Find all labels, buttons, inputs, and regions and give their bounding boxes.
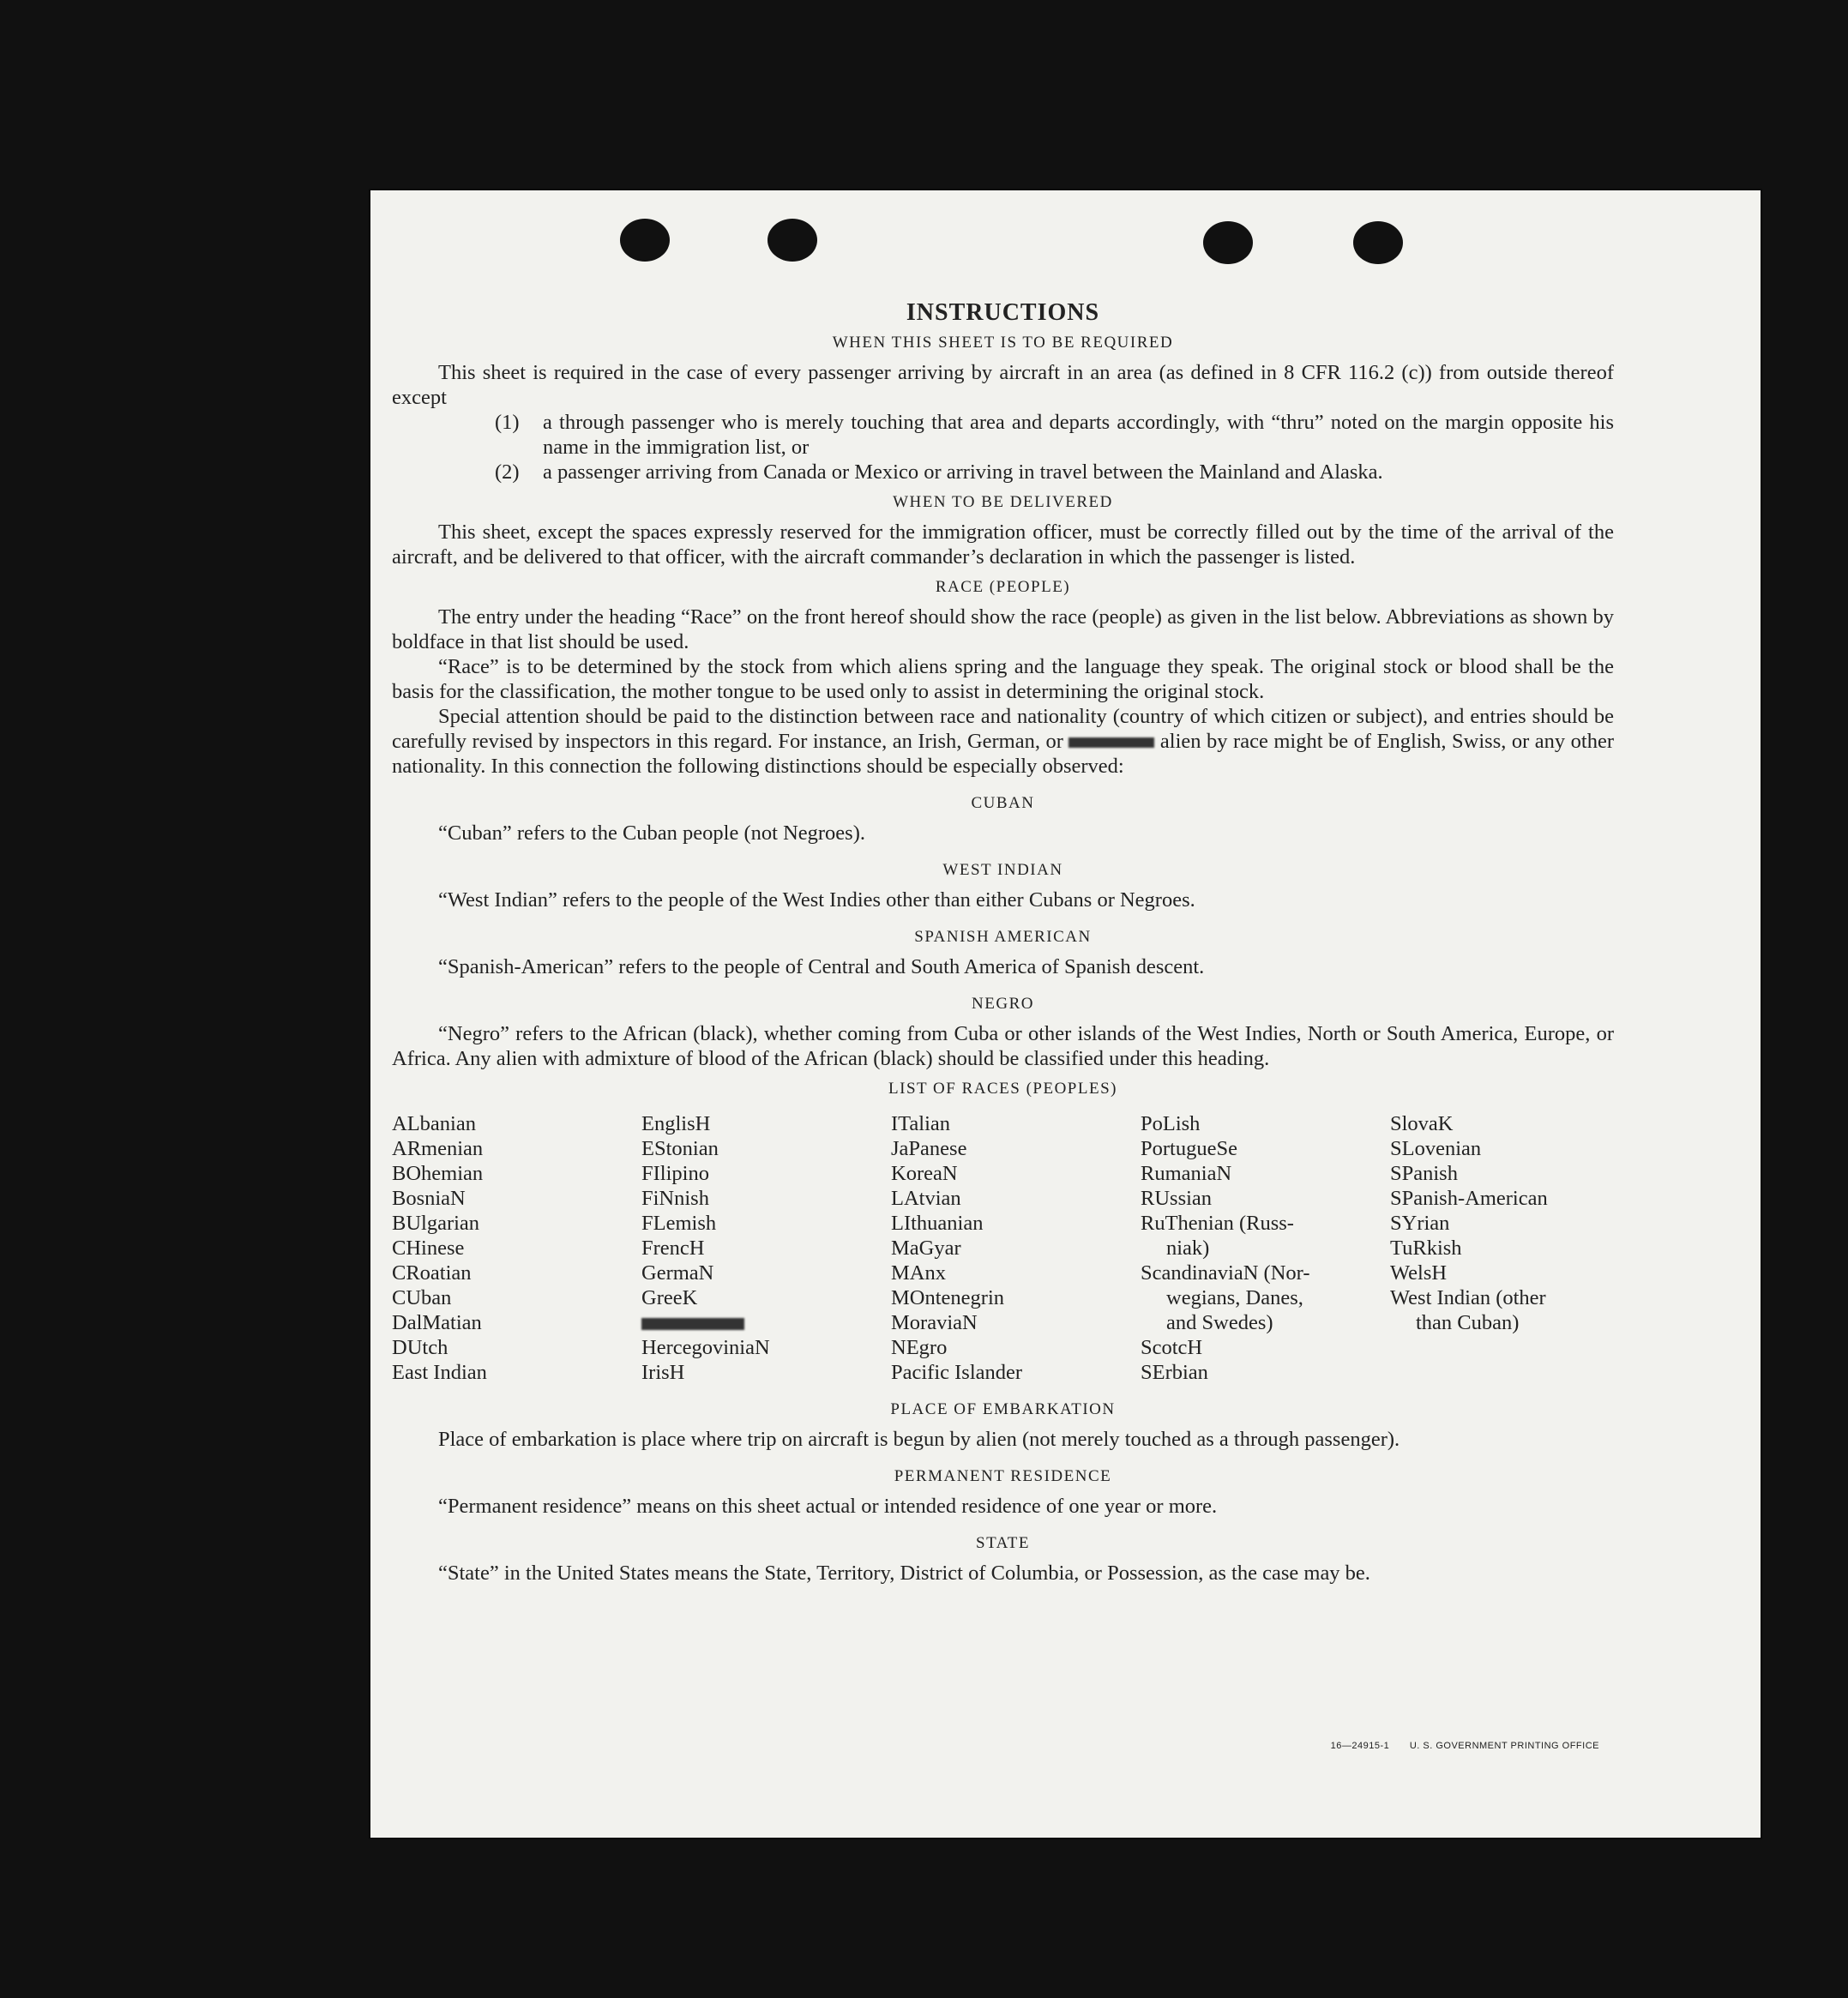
paragraph: “Spanish-American” refers to the people of Central and South America of Spanish descent. xyxy=(438,955,1205,978)
race-entry: TuRkish xyxy=(1390,1237,1462,1260)
race-column xyxy=(641,1111,891,1385)
section-heading: PERMANENT RESIDENCE xyxy=(894,1467,1112,1485)
paragraph: This sheet is required in the case of every passenger arriving by aircraft in an area (as defined in 8 CFR 116.2 (c)) from outside thereof except xyxy=(392,361,1614,409)
print-code xyxy=(1314,1741,1599,1751)
race-entry: SLovenian xyxy=(1390,1137,1482,1160)
race-entry: JaPanese xyxy=(891,1137,967,1160)
race-entry: SPanish xyxy=(1390,1162,1458,1185)
race-entry: RUssian xyxy=(1141,1187,1213,1210)
paragraph: Place of embarkation is place where trip on aircraft is begun by alien (not merely touched as a through passenger). xyxy=(438,1428,1400,1451)
redacted-entry xyxy=(641,1310,891,1335)
section-heading: STATE xyxy=(976,1534,1030,1552)
list-item xyxy=(392,460,1614,484)
race-entry: East Indian xyxy=(392,1361,487,1384)
race-entry-continued: niak) xyxy=(1166,1237,1210,1260)
instructions-body xyxy=(392,300,1614,1586)
race-entry: EStonian xyxy=(641,1137,719,1160)
race-entry: RumaniaN xyxy=(1141,1162,1232,1185)
redacted-word xyxy=(1068,737,1154,748)
page-title: INSTRUCTIONS xyxy=(906,299,1100,326)
section-heading: RACE (PEOPLE) xyxy=(935,578,1071,596)
race-entry: HercegoviniaN xyxy=(641,1336,770,1359)
section-heading: WHEN THIS SHEET IS TO BE REQUIRED xyxy=(832,334,1174,352)
race-entry: ITalian xyxy=(891,1112,951,1135)
paragraph-text: alien by race might be of English, Swiss, or any other nationality. In this connection the following distinctions should be especially observed: xyxy=(392,730,1615,778)
race-entry-continued: than Cuban) xyxy=(1416,1311,1520,1334)
paragraph-text: Special attention should be paid to the distinction between race and nationality (country of which citizen or subject), and entries should be carefully revised by inspectors in this regard. For instance, an Irish, German, or xyxy=(392,705,1614,753)
paragraph: This sheet, except the spaces expressly reserved for the immigration officer, must be correctly filled out by the time of the arrival of the aircraft, and be delivered to that officer, with the aircraft commander’s declaration in which the passenger is listed. xyxy=(392,521,1614,569)
race-entry: BUlgarian xyxy=(392,1212,480,1235)
section-heading: LIST OF RACES (PEOPLES) xyxy=(888,1080,1117,1098)
race-entry: ARmenian xyxy=(392,1137,484,1160)
section-heading: SPANISH AMERICAN xyxy=(914,928,1092,946)
race-entry: MoraviaN xyxy=(891,1311,978,1334)
race-entry: ScotcH xyxy=(1141,1336,1203,1359)
form-number: 16—24915-1 xyxy=(1330,1741,1390,1751)
paragraph: The entry under the heading “Race” on the front hereof should show the race (people) as given in the list below. Abbreviations as shown by boldface in that list should be used. xyxy=(392,605,1614,653)
race-entry: BosniaN xyxy=(392,1187,466,1210)
section-heading: PLACE OF EMBARKATION xyxy=(890,1400,1116,1418)
race-entry: MaGyar xyxy=(891,1237,961,1260)
list-item xyxy=(392,410,1614,460)
race-entry: SYrian xyxy=(1390,1212,1450,1235)
race-entry: CRoatian xyxy=(392,1261,472,1285)
race-column xyxy=(1141,1111,1390,1385)
race-entry: CUban xyxy=(392,1286,452,1309)
item-text: a passenger arriving from Canada or Mexico or arriving in travel between the Mainland and Alaska. xyxy=(543,460,1383,484)
race-entry: SErbian xyxy=(1141,1361,1208,1384)
race-entry: CHinese xyxy=(392,1237,465,1260)
race-entry: FrencH xyxy=(641,1237,705,1260)
race-entry: PoLish xyxy=(1141,1112,1201,1135)
paragraph xyxy=(392,704,1614,779)
race-entry: KoreaN xyxy=(891,1162,958,1185)
paragraph: “Cuban” refers to the Cuban people (not Negroes). xyxy=(438,821,865,845)
race-column xyxy=(891,1111,1141,1385)
race-entry: DUtch xyxy=(392,1336,448,1359)
race-entry: MAnx xyxy=(891,1261,946,1285)
race-entry: West Indian (other xyxy=(1390,1286,1546,1309)
race-entry: FLemish xyxy=(641,1212,717,1235)
item-text: a through passenger who is merely touching that area and departs accordingly, with “thru” noted on the margin opposite his name in the immigration list, or xyxy=(543,411,1614,459)
race-entry: GreeK xyxy=(641,1286,698,1309)
race-entry: PortugueSe xyxy=(1141,1137,1237,1160)
race-entry: LAtvian xyxy=(891,1187,961,1210)
race-entry: ScandinaviaN (Nor- xyxy=(1141,1261,1310,1285)
race-list xyxy=(392,1111,1614,1385)
race-entry: GermaN xyxy=(641,1261,714,1285)
punch-hole xyxy=(620,219,670,262)
race-entry: IrisH xyxy=(641,1361,685,1384)
paragraph: “West Indian” refers to the people of the West Indies other than either Cubans or Negroes. xyxy=(438,888,1195,912)
race-column xyxy=(1390,1111,1614,1385)
punch-hole xyxy=(1203,221,1253,264)
strikeout-mark xyxy=(641,1318,744,1330)
section-heading: WHEN TO BE DELIVERED xyxy=(893,493,1113,511)
section-heading: NEGRO xyxy=(972,995,1034,1013)
race-entry: MOntenegrin xyxy=(891,1286,1004,1309)
race-entry: SPanish-American xyxy=(1390,1187,1548,1210)
race-entry: FIlipino xyxy=(641,1162,709,1185)
section-heading: CUBAN xyxy=(971,794,1035,812)
race-entry: ALbanian xyxy=(392,1112,476,1135)
section-heading: WEST INDIAN xyxy=(942,861,1063,879)
punch-hole xyxy=(767,219,817,262)
race-entry: FiNnish xyxy=(641,1187,709,1210)
race-entry: NEgro xyxy=(891,1336,948,1359)
race-entry: DalMatian xyxy=(392,1311,482,1334)
race-entry: BOhemian xyxy=(392,1162,484,1185)
race-entry: WelsH xyxy=(1390,1261,1448,1285)
punch-hole xyxy=(1353,221,1403,264)
paragraph: “Permanent residence” means on this sheet actual or intended residence of one year or more. xyxy=(438,1495,1218,1518)
race-column xyxy=(392,1111,641,1385)
race-entry-continued: wegians, Danes, xyxy=(1166,1286,1303,1309)
paragraph: “Negro” refers to the African (black), whether coming from Cuba or other islands of the West Indies, North or South America, Europe, or Africa. Any alien with admixture of blood of the African (black) should be classified under this heading. xyxy=(392,1022,1614,1070)
item-number: (1) xyxy=(495,411,520,434)
printer-imprint: U. S. GOVERNMENT PRINTING OFFICE xyxy=(1409,1741,1599,1751)
race-entry: RuThenian (Russ- xyxy=(1141,1212,1294,1235)
race-entry: EnglisH xyxy=(641,1112,711,1135)
race-entry: SlovaK xyxy=(1390,1112,1454,1135)
paragraph: “Race” is to be determined by the stock from which aliens spring and the language they speak. The original stock or blood shall be the basis for the classification, the mother tongue to be used only to assist in determining the original stock. xyxy=(392,655,1614,703)
race-entry: LIthuanian xyxy=(891,1212,984,1235)
race-entry: Pacific Islander xyxy=(891,1361,1023,1384)
item-number: (2) xyxy=(495,460,520,484)
document-page xyxy=(369,189,1762,1839)
paragraph: “State” in the United States means the State, Territory, District of Columbia, or Possession, as the case may be. xyxy=(438,1562,1370,1585)
race-entry-continued: and Swedes) xyxy=(1166,1311,1273,1334)
